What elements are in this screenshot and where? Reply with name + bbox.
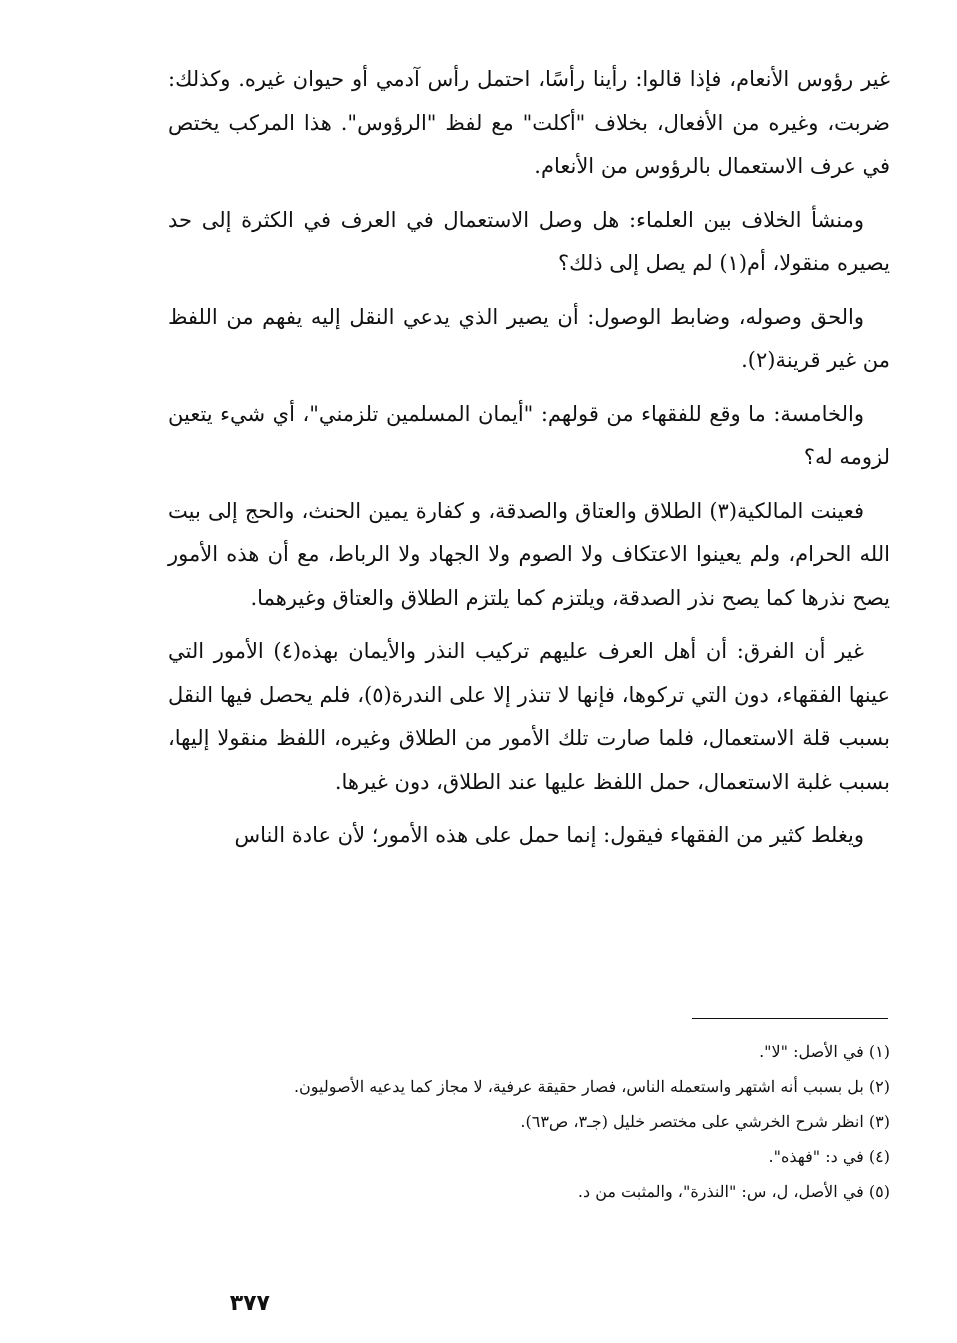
footnotes (168, 1034, 890, 1209)
footnote-4: (٤) في د: "فهذه". (768, 1147, 890, 1166)
footnote-1: (١) في الأصل: "لا". (759, 1042, 890, 1061)
paragraph-4: والخامسة: ما وقع للفقهاء من قولهم: "أيمان المسلمين تلزمني"، أي شيء يتعين لزومه له؟ (168, 401, 890, 469)
paragraph-5: فعينت المالكية(٣) الطلاق والعتاق والصدقة، و كفارة يمين الحنث، والحج إلى بيت الله الحرام، ولم يعينوا الاعتكاف ولا الصوم ولا الجهاد ولا الرباط، مع أن هذه الأمور يصح نذرها كما يصح نذر الصدقة، ويلتزم كما يلتزم الطلاق والعتاق وغيرهما. (168, 498, 890, 610)
paragraph-6: غير أن الفرق: أن أهل العرف عليهم تركيب النذر والأيمان بهذه(٤) الأمور التي عينها الفقهاء، دون التي تركوها، فإنها لا تنذر إلا على الندرة(٥)، فلم يحصل فيها النقل بسبب قلة الاستعمال، فلما صارت تلك الأمور من الطلاق وغيره، اللفظ منقولا إليها، بسبب غلبة الاستعمال، حمل اللفظ عليها عند الطلاق، دون غيرها. (168, 639, 890, 794)
main-text (168, 58, 890, 868)
paragraph-1: غير رؤوس الأنعام، فإذا قالوا: رأينا رأسًا، احتمل رأس آدمي أو حيوان غيره. وكذلك: ضربت، وغيره من الأفعال، بخلاف "أكلت" مع لفظ "الرؤوس". هذا المركب يختص في عرف الاستعمال بالرؤوس من الأنعام. (168, 67, 890, 178)
paragraph-2: ومنشأ الخلاف بين العلماء: هل وصل الاستعمال في العرف في الكثرة إلى حد يصيره منقولا، أم(١) لم يصل إلى ذلك؟ (168, 207, 890, 275)
paragraph-7: ويغلط كثير من الفقهاء فيقول: إنما حمل على هذه الأمور؛ لأن عادة الناس (234, 823, 864, 847)
footnote-5: (٥) في الأصل، ل، س: "النذرة"، والمثبت من د. (577, 1182, 890, 1201)
paragraph-3: والحق وصوله، وضابط الوصول: أن يصير الذي يدعي النقل إليه يفهم من اللفظ من غير قرينة(٢). (168, 304, 890, 372)
footnote-2: (٢) بل بسبب أنه اشتهر واستعمله الناس، فصار حقيقة عرفية، لا مجاز كما يدعيه الأصوليون. (293, 1077, 890, 1096)
page-number: ٣٧٧ (229, 1291, 270, 1316)
footnote-divider (692, 1018, 888, 1019)
footnote-3: (٣) انظر شرح الخرشي على مختصر خليل (جـ٣، ص٦٣). (520, 1112, 890, 1131)
